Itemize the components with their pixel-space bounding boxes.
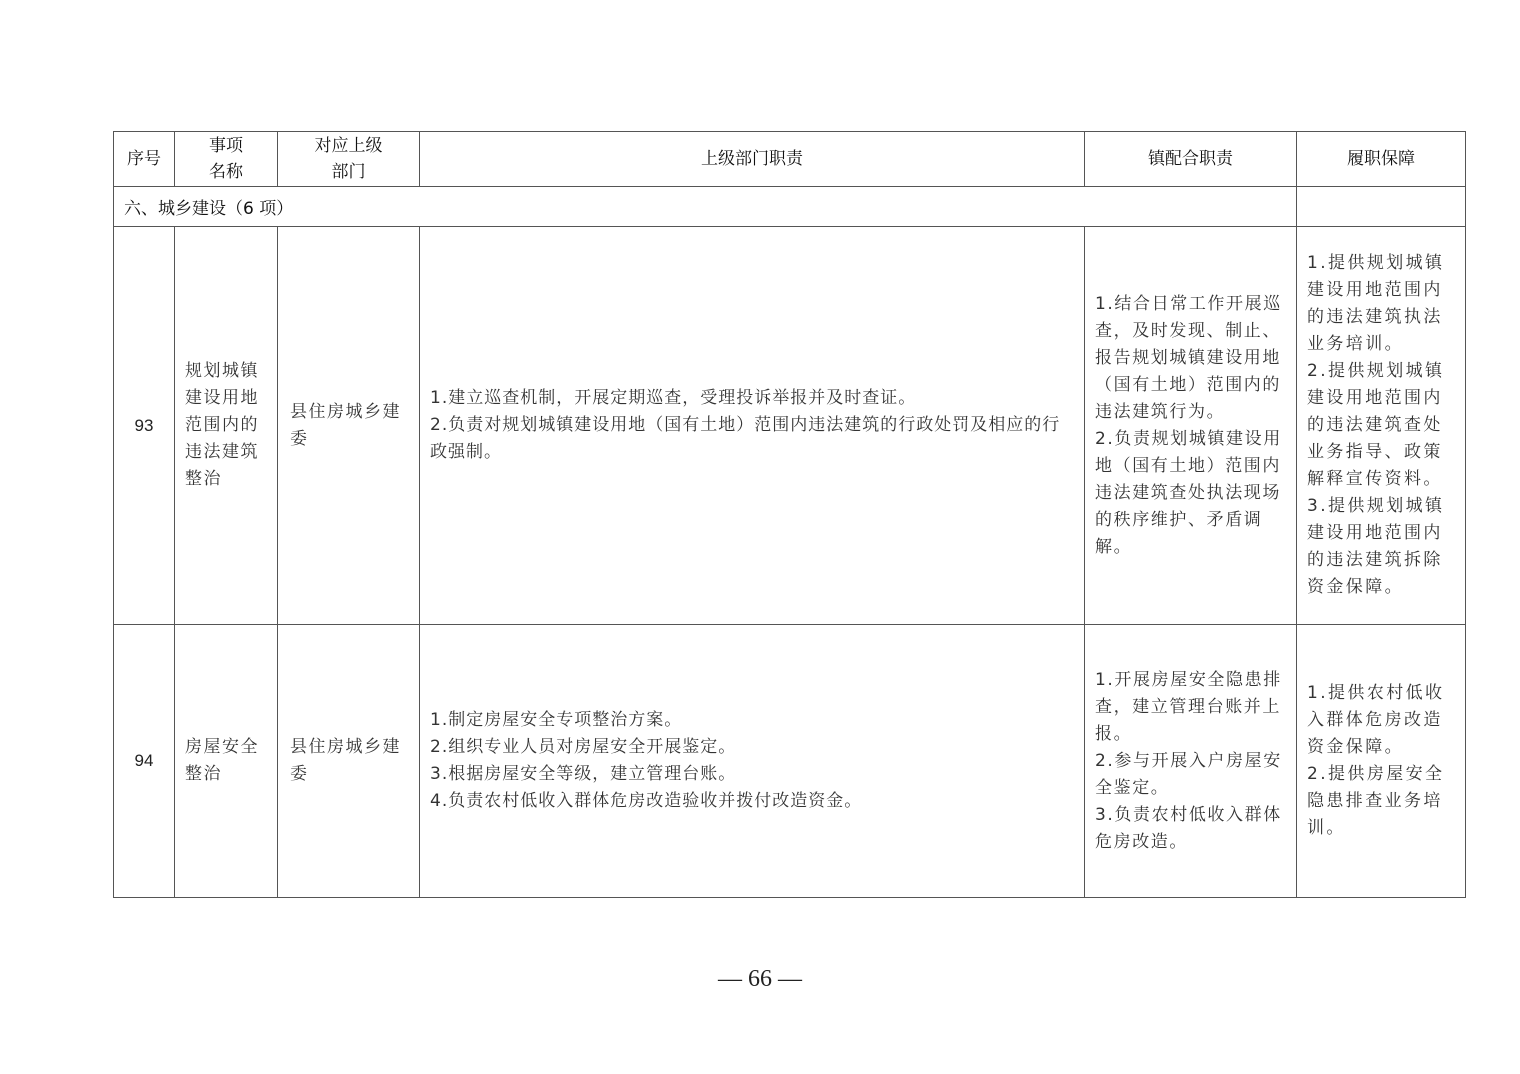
header-item-name-line2: 名称 xyxy=(209,162,243,182)
section-row xyxy=(114,187,1466,227)
page-number: — 66 — xyxy=(718,966,802,992)
row-dept: 县住房城乡建委 xyxy=(278,227,420,625)
guarantee-item: 1.提供农村低收入群体危房改造资金保障。 xyxy=(1307,683,1445,757)
row-item-name: 规划城镇建设用地范围内的违法建筑整治 xyxy=(175,227,278,625)
duty-item: 2.负责对规划城镇建设用地（国有土地）范围内违法建筑的行政处罚及相应的行政强制。 xyxy=(430,415,1061,462)
row-dept: 县住房城乡建委 xyxy=(278,625,420,898)
header-item-name xyxy=(175,132,278,187)
header-coop: 镇配合职责 xyxy=(1085,132,1297,187)
header-seq: 序号 xyxy=(114,132,175,187)
header-guarantee: 履职保障 xyxy=(1297,132,1466,187)
table-row xyxy=(114,625,1466,898)
section-empty-cell xyxy=(1297,187,1466,227)
header-duty: 上级部门职责 xyxy=(420,132,1085,187)
coop-item: 2.参与开展入户房屋安全鉴定。 xyxy=(1095,750,1282,798)
row-guarantee xyxy=(1297,625,1466,898)
coop-item: 2.负责规划城镇建设用地（国有土地）范围内违法建筑查处执法现场的秩序维护、矛盾调解。 xyxy=(1095,428,1282,557)
duty-item: 1.建立巡查机制，开展定期巡查，受理投诉举报并及时查证。 xyxy=(430,388,917,408)
guarantee-item: 1.提供规划城镇建设用地范围内的违法建筑执法业务培训。 xyxy=(1307,253,1445,354)
guarantee-item: 3.提供规划城镇建设用地范围内的违法建筑拆除资金保障。 xyxy=(1307,496,1445,597)
header-row xyxy=(114,132,1466,187)
row-coop xyxy=(1085,625,1297,898)
row-duty xyxy=(420,625,1085,898)
row-coop xyxy=(1085,227,1297,625)
row-duty xyxy=(420,227,1085,625)
section-title: 六、城乡建设（6 项） xyxy=(114,187,1297,227)
duty-item: 1.制定房屋安全专项整治方案。 xyxy=(430,710,683,730)
coop-item: 1.开展房屋安全隐患排查，建立管理台账并上报。 xyxy=(1095,669,1282,744)
duty-item: 2.组织专业人员对房屋安全开展鉴定。 xyxy=(430,737,737,757)
row-seq: 94 xyxy=(114,625,175,898)
header-dept-line2: 部门 xyxy=(331,162,366,182)
row-seq: 93 xyxy=(114,227,175,625)
row-item-name: 房屋安全整治 xyxy=(175,625,278,898)
coop-item: 3.负责农村低收入群体危房改造。 xyxy=(1095,804,1282,852)
duty-item: 3.根据房屋安全等级，建立管理台账。 xyxy=(430,764,737,784)
coop-item: 1.结合日常工作开展巡查，及时发现、制止、报告规划城镇建设用地（国有土地）范围内的违法建筑行为。 xyxy=(1095,293,1282,422)
table-row xyxy=(114,227,1466,625)
guarantee-item: 2.提供规划城镇建设用地范围内的违法建筑查处业务指导、政策解释宣传资料。 xyxy=(1307,361,1445,489)
responsibility-table xyxy=(113,131,1466,898)
guarantee-item: 2.提供房屋安全隐患排查业务培训。 xyxy=(1307,764,1445,838)
header-item-name-line1: 事项 xyxy=(209,136,243,156)
header-dept-line1: 对应上级 xyxy=(314,136,383,156)
row-guarantee xyxy=(1297,227,1466,625)
duty-item: 4.负责农村低收入群体危房改造验收并拨付改造资金。 xyxy=(430,791,863,811)
header-dept xyxy=(278,132,420,187)
